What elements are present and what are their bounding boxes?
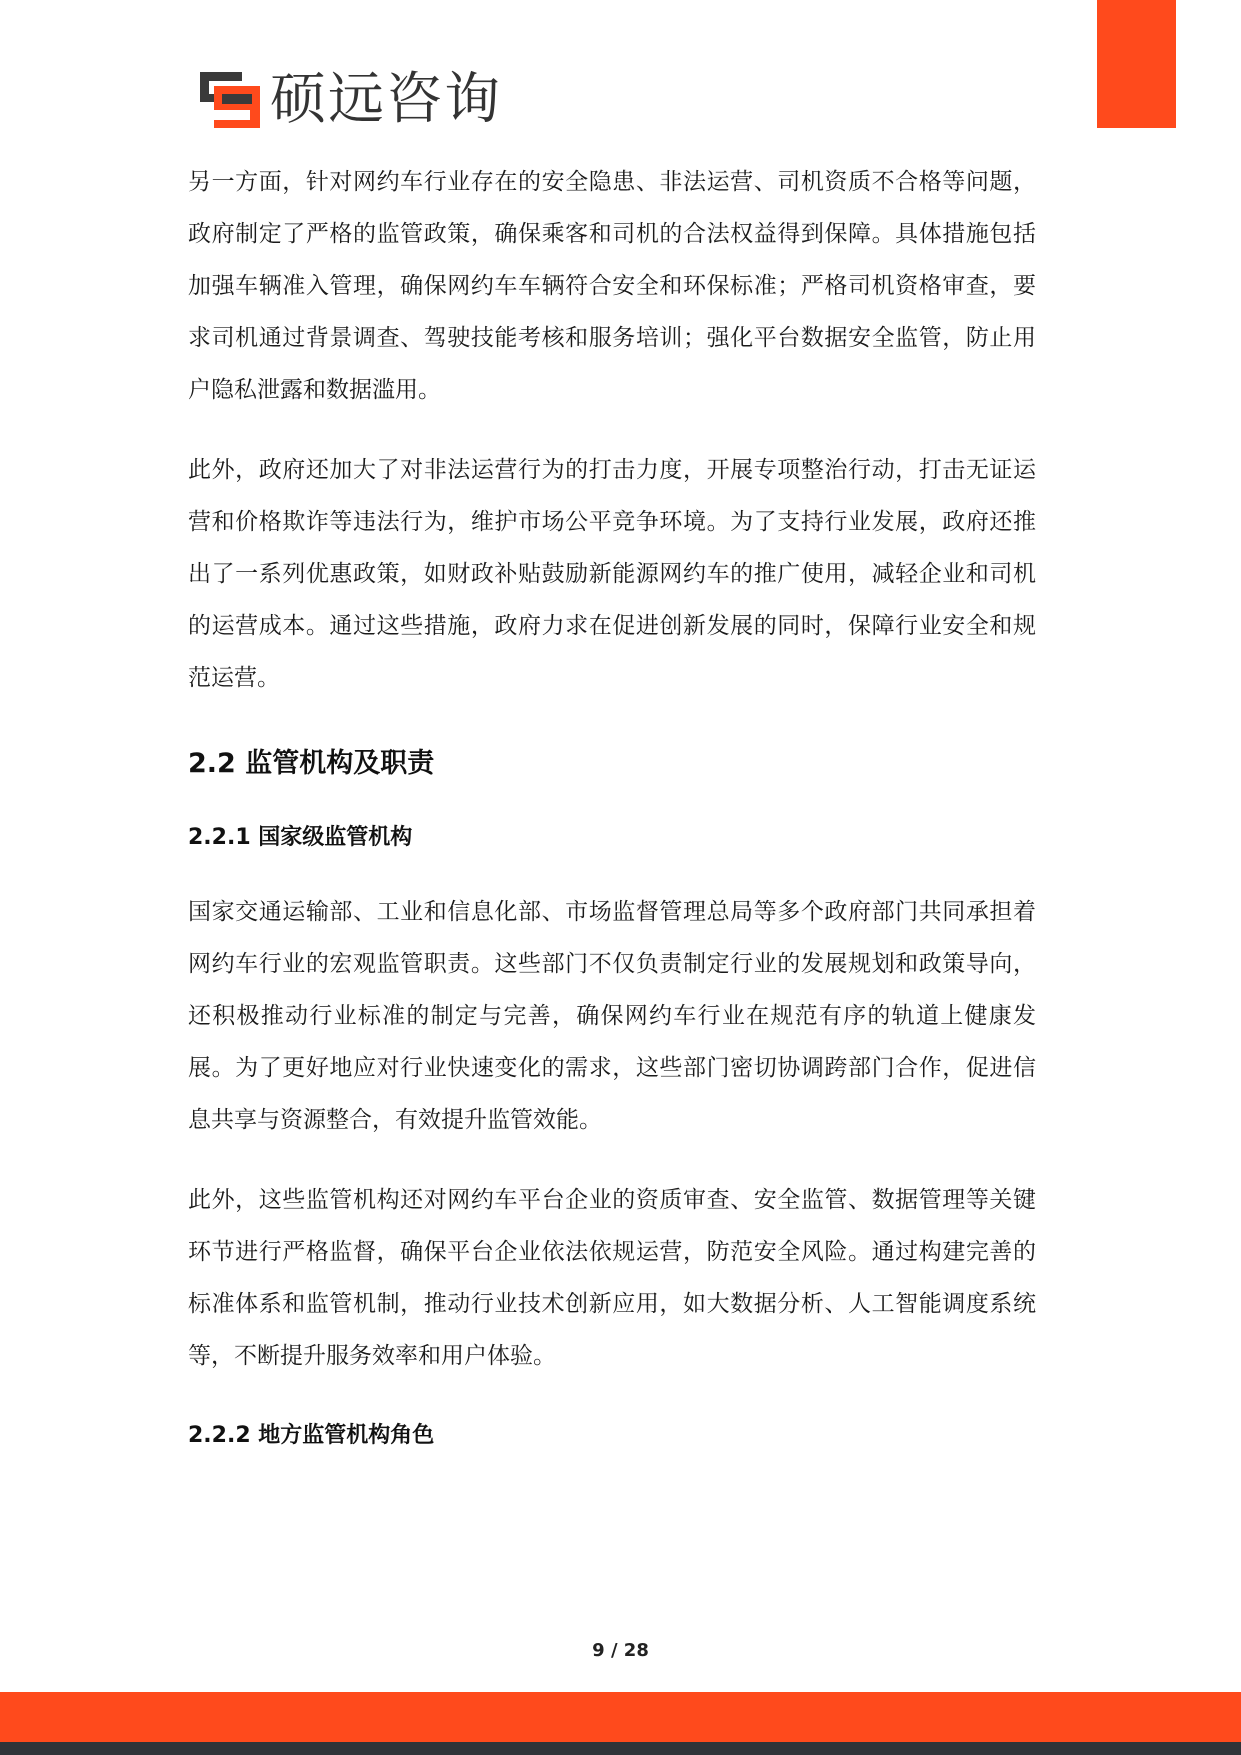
- paragraph-national-agencies: 国家交通运输部、工业和信息化部、市场监督管理总局等多个政府部门共同承担着网约车行业的宏观监管职责。这些部门不仅负责制定行业的发展规划和政策导向，还积极推动行业标准的制定与完善，确保网约车行业在规范有序的轨道上健康发展。为了更好地应对行业快速变化的需求，这些部门密切协调跨部门合作，促进信息共享与资源整合，有效提升监管效能。: [188, 899, 1036, 1133]
- company-logo: [200, 67, 502, 132]
- document-content: [188, 156, 1036, 1454]
- header-corner-tab: [1097, 0, 1176, 128]
- subsection-heading-2-2-1: 2.2.1 国家级监管机构: [188, 825, 413, 850]
- paragraph-enforcement: 此外，政府还加大了对非法运营行为的打击力度，开展专项整治行动，打击无证运营和价格欺诈等违法行为，维护市场公平竞争环境。为了支持行业发展，政府还推出了一系列优惠政策，如财政补贴鼓励新能源网约车的推广使用，减轻企业和司机的运营成本。通过这些措施，政府力求在促进创新发展的同时，保障行业安全和规范运营。: [188, 457, 1036, 691]
- logo-text: 硕远咨询: [270, 67, 502, 132]
- footer-dark-strip: [0, 1742, 1241, 1755]
- paragraph-safety-policy: 另一方面，针对网约车行业存在的安全隐患、非法运营、司机资质不合格等问题，政府制定了严格的监管政策，确保乘客和司机的合法权益得到保障。具体措施包括加强车辆准入管理，确保网约车车辆符合安全和环保标准；严格司机资格审查，要求司机通过背景调查、驾驶技能考核和服务培训；强化平台数据安全监管，防止用户隐私泄露和数据滥用。: [188, 169, 1036, 403]
- paragraph-agency-oversight: 此外，这些监管机构还对网约车平台企业的资质审查、安全监管、数据管理等关键环节进行严格监督，确保平台企业依法依规运营，防范安全风险。通过构建完善的标准体系和监管机制，推动行业技术创新应用，如大数据分析、人工智能调度系统等，不断提升服务效率和用户体验。: [188, 1187, 1036, 1369]
- subsection-heading-2-2-2: 2.2.2 地方监管机构角色: [188, 1423, 435, 1448]
- section-heading-2-2: 2.2 监管机构及职责: [188, 748, 435, 779]
- footer-accent-bar: [0, 1692, 1241, 1742]
- page-number: 9 / 28: [592, 1640, 649, 1661]
- logo-mark-icon: [200, 72, 260, 128]
